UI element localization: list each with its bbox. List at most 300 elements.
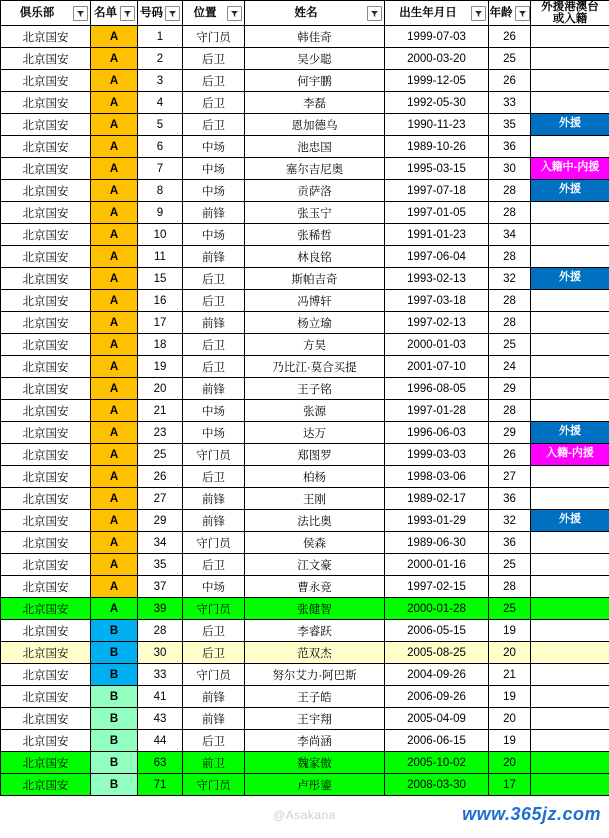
cell-foreign: [531, 70, 609, 92]
cell-list: B: [91, 752, 138, 774]
cell-age: 26: [489, 26, 531, 48]
cell-position: 前锋: [183, 378, 245, 400]
cell-list: B: [91, 642, 138, 664]
cell-number: 9: [138, 202, 183, 224]
table-row: [1, 290, 609, 312]
cell-name: 池忠国: [245, 136, 385, 158]
cell-foreign: [531, 620, 609, 642]
cell-dob: 2006-06-15: [385, 730, 489, 752]
cell-number: 17: [138, 312, 183, 334]
cell-age: 34: [489, 224, 531, 246]
table-row: [1, 752, 609, 774]
cell-position: 前卫: [183, 752, 245, 774]
cell-foreign: [531, 730, 609, 752]
cell-age: 28: [489, 246, 531, 268]
column-header-club-label: 俱乐部: [3, 7, 71, 20]
cell-age: 32: [489, 268, 531, 290]
cell-position: 中场: [183, 158, 245, 180]
cell-age: 25: [489, 334, 531, 356]
cell-foreign: [531, 290, 609, 312]
cell-number: 30: [138, 642, 183, 664]
cell-dob: 1989-10-26: [385, 136, 489, 158]
cell-name: 张稀哲: [245, 224, 385, 246]
cell-list: A: [91, 246, 138, 268]
cell-age: 19: [489, 686, 531, 708]
cell-name: 恩加德乌: [245, 114, 385, 136]
cell-position: 前锋: [183, 686, 245, 708]
filter-icon-position[interactable]: [227, 6, 242, 21]
cell-position: 前锋: [183, 510, 245, 532]
status-badge-foreign: 外援: [531, 114, 609, 135]
cell-position: 守门员: [183, 532, 245, 554]
cell-foreign: [531, 576, 609, 598]
cell-list: A: [91, 312, 138, 334]
cell-dob: 1997-02-15: [385, 576, 489, 598]
cell-list: A: [91, 576, 138, 598]
cell-number: 41: [138, 686, 183, 708]
table-row: [1, 642, 609, 664]
cell-dob: 1997-02-13: [385, 312, 489, 334]
cell-name: 贡萨洛: [245, 180, 385, 202]
cell-age: 28: [489, 400, 531, 422]
table-row: [1, 488, 609, 510]
cell-age: 25: [489, 598, 531, 620]
cell-dob: 2000-01-28: [385, 598, 489, 620]
cell-club: 北京国安: [1, 400, 91, 422]
cell-position: 守门员: [183, 664, 245, 686]
cell-dob: 1992-05-30: [385, 92, 489, 114]
cell-position: 中场: [183, 224, 245, 246]
cell-dob: 1999-03-03: [385, 444, 489, 466]
cell-age: 29: [489, 378, 531, 400]
cell-age: 28: [489, 312, 531, 334]
cell-position: 守门员: [183, 598, 245, 620]
cell-age: 26: [489, 70, 531, 92]
cell-number: 4: [138, 92, 183, 114]
cell-dob: 1996-06-03: [385, 422, 489, 444]
cell-foreign: [531, 48, 609, 70]
cell-name: 李睿跃: [245, 620, 385, 642]
cell-dob: 1993-01-29: [385, 510, 489, 532]
column-header-age: [489, 1, 531, 26]
cell-position: 前锋: [183, 312, 245, 334]
cell-list: A: [91, 488, 138, 510]
cell-foreign: [531, 554, 609, 576]
cell-age: 20: [489, 708, 531, 730]
cell-name: 王宇翔: [245, 708, 385, 730]
cell-dob: 2000-01-16: [385, 554, 489, 576]
cell-dob: 1991-01-23: [385, 224, 489, 246]
cell-dob: 1998-03-06: [385, 466, 489, 488]
cell-dob: 1997-06-04: [385, 246, 489, 268]
cell-number: 23: [138, 422, 183, 444]
cell-club: 北京国安: [1, 92, 91, 114]
cell-position: 后卫: [183, 48, 245, 70]
cell-dob: 1999-12-05: [385, 70, 489, 92]
cell-club: 北京国安: [1, 752, 91, 774]
table-row: [1, 422, 609, 444]
cell-name: 张健智: [245, 598, 385, 620]
cell-list: A: [91, 180, 138, 202]
cell-club: 北京国安: [1, 334, 91, 356]
table-row: [1, 26, 609, 48]
cell-age: 36: [489, 136, 531, 158]
table-row: [1, 92, 609, 114]
cell-list: A: [91, 378, 138, 400]
weibo-watermark: @Asakana: [273, 808, 336, 822]
cell-club: 北京国安: [1, 598, 91, 620]
table-row: [1, 774, 609, 796]
table-row: [1, 664, 609, 686]
filter-icon-name[interactable]: [367, 6, 382, 21]
cell-name: 范双杰: [245, 642, 385, 664]
cell-club: 北京国安: [1, 488, 91, 510]
cell-foreign: [531, 334, 609, 356]
status-badge-foreign: 入籍中-内援: [531, 158, 609, 179]
cell-dob: 2006-05-15: [385, 620, 489, 642]
cell-list: A: [91, 48, 138, 70]
cell-number: 15: [138, 268, 183, 290]
cell-dob: 2005-10-02: [385, 752, 489, 774]
cell-foreign: [531, 422, 609, 444]
cell-club: 北京国安: [1, 26, 91, 48]
cell-number: 33: [138, 664, 183, 686]
cell-name: 曹永竞: [245, 576, 385, 598]
table-row: [1, 466, 609, 488]
cell-name: 林良铭: [245, 246, 385, 268]
cell-age: 28: [489, 290, 531, 312]
cell-name: 何宇鹏: [245, 70, 385, 92]
cell-dob: 2005-04-09: [385, 708, 489, 730]
cell-dob: 1990-11-23: [385, 114, 489, 136]
cell-number: 5: [138, 114, 183, 136]
status-badge-foreign: 外援: [531, 268, 609, 289]
cell-number: 20: [138, 378, 183, 400]
filter-icon-dob[interactable]: [471, 6, 486, 21]
watermark-area: [0, 796, 609, 838]
cell-foreign: [531, 400, 609, 422]
table-row: [1, 400, 609, 422]
cell-position: 守门员: [183, 774, 245, 796]
cell-age: 30: [489, 158, 531, 180]
column-header-list: [91, 1, 138, 26]
status-badge-foreign: 入籍-内援: [531, 444, 609, 465]
cell-age: 21: [489, 664, 531, 686]
cell-name: 张源: [245, 400, 385, 422]
cell-list: A: [91, 290, 138, 312]
cell-dob: 1996-08-05: [385, 378, 489, 400]
cell-club: 北京国安: [1, 730, 91, 752]
cell-number: 27: [138, 488, 183, 510]
cell-dob: 2001-07-10: [385, 356, 489, 378]
cell-number: 3: [138, 70, 183, 92]
cell-dob: 1997-01-05: [385, 202, 489, 224]
column-header-age-label: 年龄: [490, 7, 513, 20]
cell-list: A: [91, 532, 138, 554]
cell-club: 北京国安: [1, 422, 91, 444]
cell-foreign: [531, 444, 609, 466]
cell-foreign: [531, 708, 609, 730]
cell-position: 中场: [183, 180, 245, 202]
cell-club: 北京国安: [1, 224, 91, 246]
cell-name: 塞尔吉尼奥: [245, 158, 385, 180]
cell-name: 努尔艾力·阿巴斯: [245, 664, 385, 686]
cell-name: 冯博轩: [245, 290, 385, 312]
cell-age: 29: [489, 422, 531, 444]
cell-dob: 2000-01-03: [385, 334, 489, 356]
cell-number: 8: [138, 180, 183, 202]
table-row: [1, 312, 609, 334]
cell-number: 29: [138, 510, 183, 532]
cell-age: 17: [489, 774, 531, 796]
cell-club: 北京国安: [1, 642, 91, 664]
table-row: [1, 202, 609, 224]
cell-age: 24: [489, 356, 531, 378]
table-row: [1, 246, 609, 268]
cell-number: 6: [138, 136, 183, 158]
cell-list: A: [91, 444, 138, 466]
table-row: [1, 378, 609, 400]
cell-list: A: [91, 26, 138, 48]
cell-foreign: [531, 92, 609, 114]
cell-age: 28: [489, 202, 531, 224]
cell-number: 11: [138, 246, 183, 268]
cell-dob: 2004-09-26: [385, 664, 489, 686]
table-row: [1, 356, 609, 378]
cell-foreign: [531, 466, 609, 488]
table-row: [1, 576, 609, 598]
cell-club: 北京国安: [1, 532, 91, 554]
cell-position: 前锋: [183, 246, 245, 268]
cell-name: 斯帕吉奇: [245, 268, 385, 290]
cell-age: 27: [489, 466, 531, 488]
cell-club: 北京国安: [1, 686, 91, 708]
cell-name: 李尚涵: [245, 730, 385, 752]
cell-age: 25: [489, 554, 531, 576]
cell-foreign: [531, 378, 609, 400]
cell-name: 卢彤鎏: [245, 774, 385, 796]
cell-list: A: [91, 598, 138, 620]
cell-name: 江文豪: [245, 554, 385, 576]
table-body: [1, 26, 609, 796]
cell-position: 后卫: [183, 92, 245, 114]
cell-age: 20: [489, 642, 531, 664]
cell-number: 43: [138, 708, 183, 730]
cell-name: 吴少聪: [245, 48, 385, 70]
cell-position: 前锋: [183, 202, 245, 224]
cell-age: 32: [489, 510, 531, 532]
cell-list: A: [91, 400, 138, 422]
cell-number: 7: [138, 158, 183, 180]
table-row: [1, 268, 609, 290]
cell-list: B: [91, 774, 138, 796]
cell-foreign: [531, 774, 609, 796]
cell-foreign: [531, 598, 609, 620]
cell-list: A: [91, 158, 138, 180]
cell-club: 北京国安: [1, 466, 91, 488]
table-row: [1, 686, 609, 708]
cell-number: 63: [138, 752, 183, 774]
table-row: [1, 48, 609, 70]
cell-position: 中场: [183, 136, 245, 158]
cell-number: 10: [138, 224, 183, 246]
cell-number: 37: [138, 576, 183, 598]
filter-icon-list[interactable]: [120, 6, 135, 21]
cell-foreign: [531, 686, 609, 708]
cell-position: 中场: [183, 400, 245, 422]
cell-position: 后卫: [183, 620, 245, 642]
cell-position: 守门员: [183, 444, 245, 466]
cell-club: 北京国安: [1, 312, 91, 334]
cell-name: 法比奥: [245, 510, 385, 532]
cell-age: 36: [489, 488, 531, 510]
cell-club: 北京国安: [1, 290, 91, 312]
status-badge-foreign: 外援: [531, 510, 609, 531]
cell-number: 2: [138, 48, 183, 70]
table-row: [1, 510, 609, 532]
cell-dob: 2006-09-26: [385, 686, 489, 708]
cell-foreign: [531, 664, 609, 686]
cell-list: B: [91, 620, 138, 642]
cell-age: 33: [489, 92, 531, 114]
cell-list: A: [91, 422, 138, 444]
cell-club: 北京国安: [1, 268, 91, 290]
cell-club: 北京国安: [1, 114, 91, 136]
cell-foreign: [531, 246, 609, 268]
cell-foreign: [531, 532, 609, 554]
cell-name: 达万: [245, 422, 385, 444]
cell-club: 北京国安: [1, 70, 91, 92]
cell-position: 中场: [183, 576, 245, 598]
status-badge-foreign: 外援: [531, 180, 609, 201]
cell-foreign: [531, 158, 609, 180]
table-row: [1, 444, 609, 466]
cell-dob: 1995-03-15: [385, 158, 489, 180]
cell-dob: 1993-02-13: [385, 268, 489, 290]
cell-number: 1: [138, 26, 183, 48]
cell-number: 34: [138, 532, 183, 554]
cell-dob: 2005-08-25: [385, 642, 489, 664]
cell-number: 25: [138, 444, 183, 466]
column-header-number-label: 号码: [140, 7, 163, 20]
cell-foreign: [531, 312, 609, 334]
cell-club: 北京国安: [1, 158, 91, 180]
filter-icon-number[interactable]: [165, 6, 180, 21]
cell-position: 后卫: [183, 334, 245, 356]
cell-number: 35: [138, 554, 183, 576]
table-header-row: [1, 1, 609, 26]
column-header-foreign: [531, 1, 609, 26]
cell-list: A: [91, 268, 138, 290]
cell-position: 后卫: [183, 268, 245, 290]
cell-foreign: [531, 224, 609, 246]
cell-foreign: [531, 114, 609, 136]
filter-icon-age[interactable]: [515, 6, 530, 21]
table-row: [1, 158, 609, 180]
cell-foreign: [531, 136, 609, 158]
cell-list: B: [91, 664, 138, 686]
cell-foreign: [531, 26, 609, 48]
cell-club: 北京国安: [1, 774, 91, 796]
cell-club: 北京国安: [1, 202, 91, 224]
cell-name: 侯森: [245, 532, 385, 554]
cell-name: 王子皓: [245, 686, 385, 708]
cell-dob: 1999-07-03: [385, 26, 489, 48]
cell-foreign: [531, 180, 609, 202]
cell-name: 杨立瑜: [245, 312, 385, 334]
cell-age: 28: [489, 180, 531, 202]
cell-list: B: [91, 686, 138, 708]
cell-club: 北京国安: [1, 378, 91, 400]
cell-position: 后卫: [183, 356, 245, 378]
cell-age: 19: [489, 730, 531, 752]
cell-position: 前锋: [183, 488, 245, 510]
cell-position: 后卫: [183, 730, 245, 752]
column-header-list-label: 名单: [93, 7, 118, 20]
filter-icon-club[interactable]: [73, 6, 88, 21]
cell-position: 后卫: [183, 554, 245, 576]
cell-age: 25: [489, 48, 531, 70]
column-header-number: [138, 1, 183, 26]
cell-club: 北京国安: [1, 620, 91, 642]
column-header-dob-label: 出生年月日: [387, 7, 469, 20]
cell-number: 71: [138, 774, 183, 796]
cell-club: 北京国安: [1, 136, 91, 158]
table-row: [1, 708, 609, 730]
cell-dob: 1989-06-30: [385, 532, 489, 554]
cell-name: 柏杨: [245, 466, 385, 488]
cell-list: A: [91, 114, 138, 136]
cell-name: 方昊: [245, 334, 385, 356]
cell-number: 21: [138, 400, 183, 422]
cell-foreign: [531, 642, 609, 664]
cell-number: 16: [138, 290, 183, 312]
cell-foreign: [531, 752, 609, 774]
cell-number: 26: [138, 466, 183, 488]
cell-dob: 1997-03-18: [385, 290, 489, 312]
table-row: [1, 180, 609, 202]
cell-club: 北京国安: [1, 554, 91, 576]
cell-dob: 1997-07-18: [385, 180, 489, 202]
cell-club: 北京国安: [1, 48, 91, 70]
cell-name: 乃比江·莫合买提: [245, 356, 385, 378]
cell-club: 北京国安: [1, 708, 91, 730]
cell-age: 19: [489, 620, 531, 642]
site-watermark: www.365jz.com: [462, 804, 601, 825]
cell-position: 中场: [183, 422, 245, 444]
cell-list: A: [91, 334, 138, 356]
table-row: [1, 334, 609, 356]
cell-name: 郑图罗: [245, 444, 385, 466]
cell-name: 韩佳奇: [245, 26, 385, 48]
cell-foreign: [531, 510, 609, 532]
table-row: [1, 730, 609, 752]
cell-foreign: [531, 202, 609, 224]
cell-age: 28: [489, 576, 531, 598]
cell-list: A: [91, 92, 138, 114]
cell-foreign: [531, 488, 609, 510]
cell-dob: 1997-01-28: [385, 400, 489, 422]
status-badge-foreign: 外援: [531, 422, 609, 443]
cell-foreign: [531, 268, 609, 290]
cell-position: 后卫: [183, 642, 245, 664]
cell-number: 44: [138, 730, 183, 752]
cell-club: 北京国安: [1, 356, 91, 378]
cell-position: 后卫: [183, 290, 245, 312]
column-header-foreign-line1: 外援港澳台: [531, 1, 609, 13]
cell-club: 北京国安: [1, 246, 91, 268]
table-row: [1, 532, 609, 554]
